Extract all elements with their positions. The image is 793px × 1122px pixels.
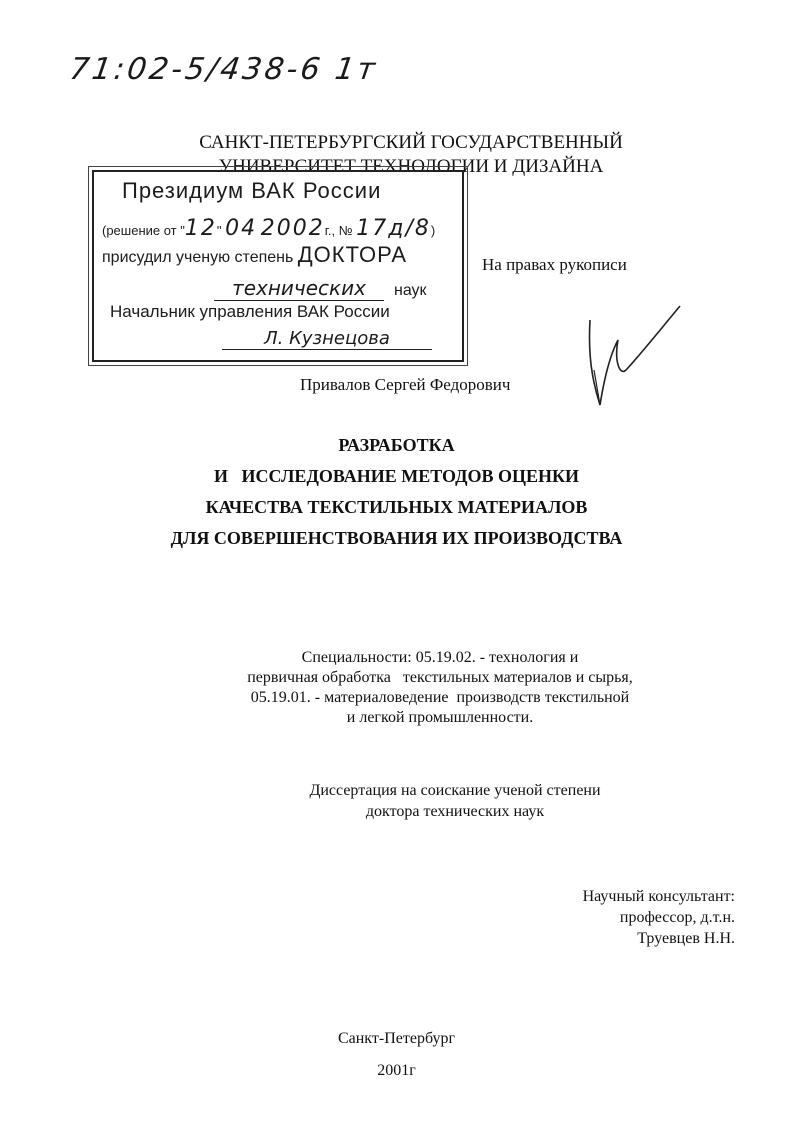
specialties-line2: первичная обработка текстильных материалов и сырья, <box>247 669 633 686</box>
stamp-awarded <box>102 242 407 268</box>
stamp-title: Президиум ВАК России <box>122 178 382 203</box>
rights-note: На правах рукописи <box>482 255 627 274</box>
year: 2001г <box>377 1062 416 1079</box>
stamp-awarded-label: присудил ученую степень <box>102 249 294 266</box>
author-name: Привалов Сергей Федорович <box>300 375 511 394</box>
specialties-line1: Специальности: 05.19.02. - технология и <box>301 649 579 666</box>
stamp-decision-mid: г., № <box>324 223 353 238</box>
author-signature-icon <box>570 300 690 420</box>
stamp-decision-prefix: (решение от " <box>102 223 185 238</box>
specialties-line3: 05.19.01. - материаловедение производств текстильной <box>250 689 630 706</box>
stamp-awarded-degree: ДОКТОРА <box>297 242 408 267</box>
consultant-label: Научный консультант: <box>582 888 735 905</box>
dissertation-title-line2: И ИССЛЕДОВАНИЕ МЕТОДОВ ОЦЕНКИ <box>213 466 580 486</box>
stamp-decision-day: 12 <box>184 216 217 241</box>
stamp-decision: (решение от "12" 04 2002г., № 17д/8) <box>102 216 436 241</box>
consultant-degree: профессор, д.т.н. <box>619 909 735 926</box>
stamp-decision-suffix: ) <box>430 223 436 238</box>
stamp-head-label: Начальник управления ВАК России <box>110 302 390 321</box>
dissertation-title-line4: ДЛЯ СОВЕРШЕНСТВОВАНИЯ ИХ ПРОИЗВОДСТВА <box>170 528 623 548</box>
stamp-decision-year: 2002 <box>260 216 325 241</box>
stamp-decision-number: 17д/8 <box>356 216 431 241</box>
vak-stamp <box>92 170 464 362</box>
dissertation-title-line3: КАЧЕСТВА ТЕКСТИЛЬНЫХ МАТЕРИАЛОВ <box>205 497 588 517</box>
dissertation-title-line1: РАЗРАБОТКА <box>338 435 455 455</box>
specialties-line4: и легкой промышленности. <box>346 709 534 726</box>
stamp-science-field: технических <box>214 276 384 301</box>
university-name-line1: САНКТ-ПЕТЕРБУРГСКИЙ ГОСУДАРСТВЕННЫЙ <box>199 132 623 153</box>
place: Санкт-Петербург <box>337 1030 456 1047</box>
dissertation-line2: доктора технических наук <box>365 803 545 820</box>
stamp-decision-month: 04 <box>225 216 258 241</box>
registry-number: 71:02-5/438-6 1т <box>67 52 381 87</box>
university-name-line2: УНИВЕРСИТЕТ ТЕХНОЛОГИИ И ДИЗАЙНА <box>218 156 604 177</box>
dissertation-line1: Диссертация на соискание ученой степени <box>309 782 601 799</box>
consultant-name: Труевцев Н.Н. <box>637 930 735 947</box>
stamp-signature: Л. Кузнецова <box>222 328 432 350</box>
stamp-science-word: наук <box>394 282 427 299</box>
